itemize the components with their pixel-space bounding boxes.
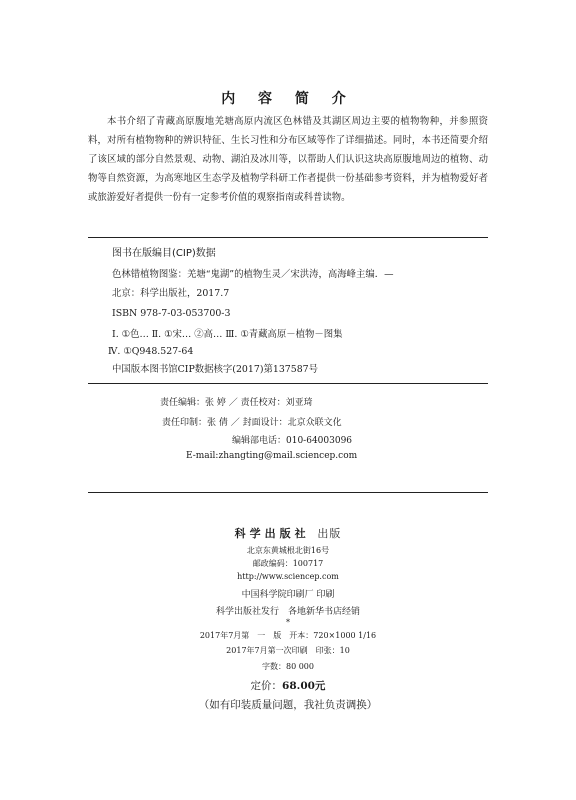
divider-top — [88, 237, 488, 238]
publisher-name — [0, 525, 576, 541]
separator-star: * — [286, 618, 290, 627]
intro-paragraph: 本书介绍了青藏高原腹地羌塘高原内流区色林错及其湖区周边主要的植物物种，并参照资料，对所有植物物种的辨识特征、生长习性和分布区域等作了详细描述。同时，本书还简要介绍了该区域的部分自然景观、动物、湖泊及冰川等，以帮助人们认识这块高原腹地周边的植物、动物等自然资源，为高寒地区生态学及植物学科研工作者提供一份基础参考资料，并为植物爱好者或旅游爱好者提供一份有一定参考价值的观察指南或科普读物。 — [88, 116, 488, 203]
cip-heading: 图书在版编目(CIP)数据 — [112, 248, 216, 259]
distribution-line: 科学出版社发行 各地新华书店经销 — [215, 607, 360, 617]
publisher-url: http://www.sciencep.com — [237, 572, 339, 581]
printing-line: 2017年7月第一次印刷 印张：10 — [226, 646, 350, 655]
word-count: 字数：80 000 — [262, 662, 314, 671]
page-title: 内 容 简 介 — [221, 91, 355, 107]
printer-line: 中国科学院印刷厂 印刷 — [241, 590, 335, 600]
editorial-phone: 编辑部电话：010-64003096 — [232, 436, 353, 446]
quality-notice: （如有印装质量问题，我社负责调换） — [198, 699, 378, 711]
editor-credits: 责任编辑：张 婷 ／ 责任校对：刘亚琦 — [160, 398, 313, 408]
cip-classification: Ⅰ. ①色… Ⅱ. ①宋… ②高… Ⅲ. ①青藏高原－植物－图集 — [112, 329, 343, 340]
cip-isbn: ISBN 978-7-03-053700-3 — [112, 308, 231, 319]
design-credits: 责任印制：张 倩 ／ 封面设计：北京众联文化 — [162, 418, 342, 428]
cip-record-number: 中国版本图书馆CIP数据核字(2017)第137587号 — [112, 364, 319, 375]
publisher-suffix: 出版 — [317, 527, 342, 540]
price-label: 定价： — [250, 680, 283, 692]
cip-book-title: 色林错植物图鉴：羌塘“鬼湖”的植物生灵／宋洪涛，高海峰主编．— — [112, 269, 394, 280]
divider-bottom — [88, 492, 488, 493]
cip-classification-number: Ⅳ. ①Q948.527-64 — [108, 346, 194, 357]
price-value: 68.00元 — [282, 680, 326, 692]
cip-publisher-line: 北京：科学出版社，2017.7 — [112, 288, 230, 299]
editorial-email: E-mail:zhangting@mail.sciencep.com — [186, 451, 358, 461]
publisher-postcode: 邮政编码：100717 — [252, 559, 324, 568]
edition-line: 2017年7月第 一 版 开本：720×1000 1/16 — [199, 631, 377, 640]
divider-mid — [88, 383, 488, 384]
publisher-address: 北京东黄城根北街16号 — [246, 546, 330, 555]
publisher-name-text: 科学出版社 — [234, 527, 310, 540]
price-line — [0, 678, 576, 693]
